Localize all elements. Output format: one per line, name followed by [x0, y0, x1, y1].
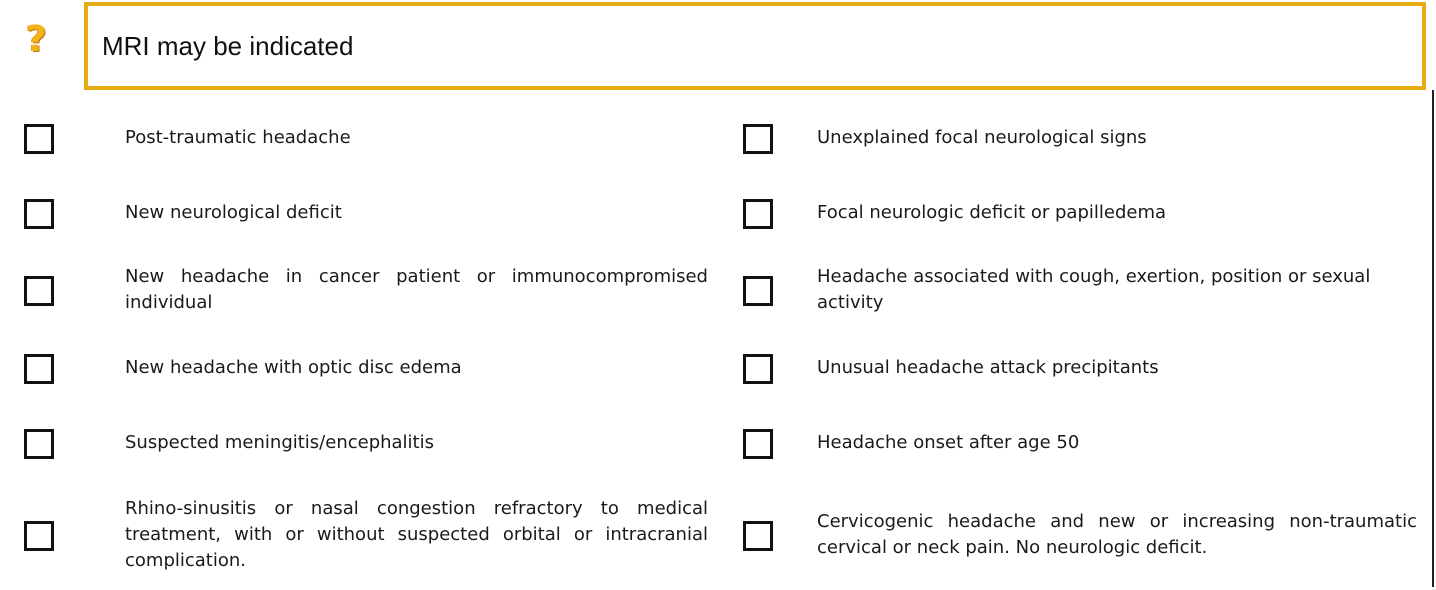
criterion-label: Headache associated with cough, exertion, position or sexual activity — [817, 266, 1371, 313]
criterion-label: Unusual headache attack precipitants — [817, 356, 1159, 378]
criterion-label: New headache in cancer patient or immunocompromised individual — [125, 266, 708, 313]
criterion-label: Headache onset after age 50 — [817, 431, 1080, 453]
criterion-checkbox[interactable] — [24, 276, 54, 306]
criterion-item — [735, 330, 1425, 405]
criterion-label: Rhino-sinusitis or nasal congestion refractory to medical treatment, with or without suspected orbital or intracranial complication. — [125, 498, 708, 571]
criterion-item — [735, 480, 1425, 590]
criterion-checkbox[interactable] — [24, 199, 54, 229]
question-mark-icon: ? — [26, 19, 47, 60]
criterion-item — [0, 480, 720, 590]
criterion-label: Cervicogenic headache and new or increasing non-traumatic cervical or neck pain. No neurologic deficit. — [817, 511, 1417, 558]
criterion-item — [0, 405, 720, 480]
criterion-item — [0, 330, 720, 405]
criterion-checkbox[interactable] — [743, 354, 773, 384]
criterion-checkbox[interactable] — [743, 276, 773, 306]
criterion-label: New headache with optic disc edema — [125, 356, 462, 378]
criterion-item — [0, 175, 720, 250]
criterion-item — [735, 100, 1425, 175]
criterion-label: Post-traumatic headache — [125, 126, 351, 148]
criterion-checkbox[interactable] — [24, 429, 54, 459]
criterion-label: Suspected meningitis/encephalitis — [125, 431, 434, 453]
criterion-checkbox[interactable] — [743, 124, 773, 154]
criterion-item — [735, 405, 1425, 480]
section-title: MRI may be indicated — [102, 30, 354, 61]
right-border-rule — [1432, 90, 1434, 587]
left-criteria-column — [0, 100, 720, 590]
criterion-checkbox[interactable] — [24, 124, 54, 154]
criterion-item — [0, 100, 720, 175]
criterion-label: Focal neurologic deficit or papilledema — [817, 201, 1167, 223]
criterion-checkbox[interactable] — [24, 521, 54, 551]
criterion-item — [735, 250, 1425, 330]
section-header — [84, 2, 1426, 90]
criterion-item — [735, 175, 1425, 250]
criterion-checkbox[interactable] — [743, 199, 773, 229]
criterion-label: New neurological deficit — [125, 201, 342, 223]
criterion-checkbox[interactable] — [24, 354, 54, 384]
right-criteria-column — [735, 100, 1425, 590]
criterion-checkbox[interactable] — [743, 429, 773, 459]
criterion-checkbox[interactable] — [743, 521, 773, 551]
criterion-item — [0, 250, 720, 330]
criterion-label: Unexplained focal neurological signs — [817, 126, 1147, 148]
